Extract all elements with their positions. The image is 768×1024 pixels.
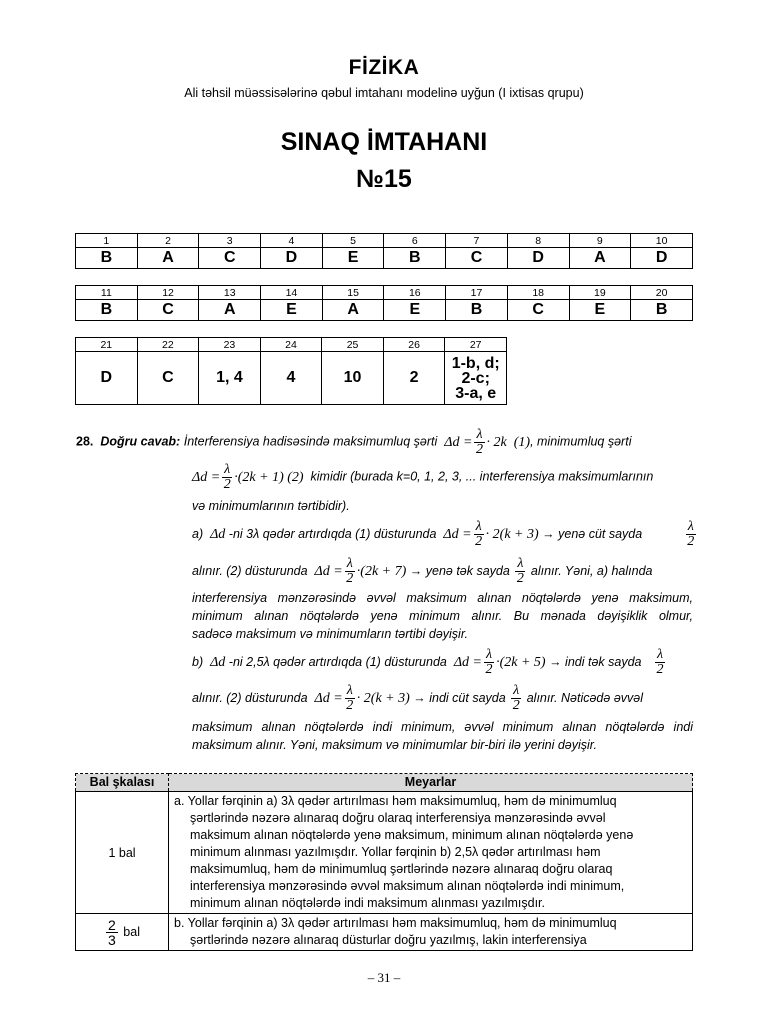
criteria-line: b. Yollar fərqinin a) 3λ qədər artırılması həm maksimumluq, həm də minimumluq [174,916,617,930]
answer-value: E [569,300,631,321]
question-number: 18 [507,286,569,300]
question-number: 12 [137,286,199,300]
answer-key-table-3 [75,337,507,405]
answer-value: 4 [260,352,322,405]
text-span: -ni 2,5λ qədər artırdıqda (1) düsturunda [228,654,447,669]
text-span: b) [192,654,204,669]
answer-value: C [446,248,508,269]
criteria-line: maksimumluq, həm də minimumluq şərtlərində nəzərə alınaraq doğru olaraq [190,862,613,876]
answer-lead: Doğru cavab: [100,434,181,449]
q28-line-3: və minimumlarının tərtibidir). [192,499,350,513]
fraction-numerator: 2 [108,916,116,933]
question-number: 3 [199,234,261,248]
text-span: a) [192,526,204,541]
formula: Δd = $\frac{\lambda}{2}$ · 2(k + 3) [314,683,410,714]
q28-line-b3: maksimum alınan nöqtələrdə indi minimum, əvvəl minimum alınan nöqtələrdə indi [192,720,693,734]
answer-value: A [137,248,199,269]
answer-value: A [322,300,384,321]
question-number: 7 [446,234,508,248]
answer-value: C [199,248,261,269]
subject-title: FİZİKA [348,56,420,79]
criteria-line: interferensiya mənzərəsində əvvəl maksimum alınan nöqtələrdə indi minimum, [190,879,625,893]
answer-value: B [384,248,446,269]
formula-min-condition: Δd = $\frac{\lambda}{2}$ ·(2k + 1) (2) [192,462,304,492]
table-row [76,792,693,914]
question-number: 19 [569,286,631,300]
q28-line-a: a) Δd -ni 3λ qədər artırdıqda (1) düsturunda Δd = $\frac{\lambda}{2}$ · 2(k + 3) → yenə cüt sayda $\frac{\lambda}{2}$ [192,519,695,550]
answer-value: D [76,352,138,405]
column-header: Bal şkalası [76,774,169,792]
answer-value: 2 [383,352,445,405]
q28-line-a5: sadəcə maksimum və minimumların tərtibi dəyişir. [192,627,469,641]
question-number: 24 [260,338,322,352]
answer-value: C [507,300,569,321]
question-number: 23 [199,338,261,352]
answer-value: A [199,300,261,321]
page-title: SINAQ İMTAHANI [280,128,488,156]
question-number: 11 [76,286,138,300]
page-number: – 31 – [367,970,401,985]
question-number: 16 [384,286,446,300]
formula: Δd = $\frac{\lambda}{2}$ ·(2k + 5) [453,647,546,678]
criteria-cell [169,792,693,914]
criteria-line: a. Yollar fərqinin a) 3λ qədər artırılması həm maksimumluq, həm də minimumluq [174,794,617,808]
question-number: 6 [384,234,446,248]
answer-value: D [507,248,569,269]
criteria-cell [169,914,693,951]
criteria-line: maksimum alınan nöqtələrdə yenə maksimum, minimum alınan nöqtələrdə yenə [190,828,634,842]
text-span: alınır. (2) düsturunda [192,690,308,705]
q27-line: 3-a, e [455,384,497,402]
criteria-line: minimum alınması yazılmışdır. Yollar fərqinin b) 2,5λ qədər artırılması həm [190,845,601,859]
question-number: 14 [261,286,323,300]
table-row [76,914,693,951]
text-span: → yenə tək sayda [409,563,510,578]
text-span: → indi tək sayda [549,654,642,669]
formula: Δd = $\frac{\lambda}{2}$ · 2(k + 3) [443,519,539,550]
question-number: 15 [322,286,384,300]
criteria-table [75,773,693,951]
text-span: → indi cüt sayda [413,690,506,705]
score-cell [76,914,169,951]
text-span: → yenə cüt sayda [542,526,643,541]
answer-value: 10 [322,352,384,405]
q28-line-b4: maksimum alınır. Yəni, maksimum və minimumlar bir-biri ilə yerini dəyişir. [192,738,597,752]
question-number: 20 [631,286,693,300]
answer-value: B [446,300,508,321]
answer-value: D [631,248,693,269]
question-number: 27 [445,338,507,352]
text-span: kimidir (burada k=0, 1, 2, 3, ... interferensiya maksimumlarının [310,469,654,484]
question-number: 1 [76,234,138,248]
text-span: alınır. Yəni, a) halında [530,563,653,578]
formula: Δd = $\frac{\lambda}{2}$ ·(2k + 7) [314,556,407,587]
score-fraction [106,918,118,947]
question-number: 25 [322,338,384,352]
text-span: -ni 3λ qədər artırdıqda (1) düsturunda [228,526,437,541]
score-unit: bal [123,924,140,939]
q28-line-a4: minimum alınan nöqtələrdə yenə minimum alınır. Bu mənada dəyişiklik olmur, [192,609,693,623]
answer-value: 1, 4 [199,352,261,405]
text-span: , minimumluq şərti [530,434,632,449]
answer-value-q27 [445,352,507,405]
question-number: 2 [137,234,199,248]
score-cell: 1 bal [76,792,169,914]
question-number: 21 [76,338,138,352]
q28-line-a2: alınır. (2) düsturunda Δd = $\frac{\lambda}{2}$ ·(2k + 7) → yenə tək sayda $\frac{\lambda}{2}$ alınır. Yəni, a) halında [192,556,653,587]
answer-value: E [384,300,446,321]
criteria-line: şərtlərində nəzərə alınaraq düsturlar doğru yazılmış, lakin interferensiya [190,933,587,947]
question-number: 4 [261,234,323,248]
q27-line: 1-b, d; [451,354,500,372]
text-span: alınır. Nəticədə əvvəl [526,690,643,705]
answer-value: B [76,300,138,321]
answer-key-table-1 [75,233,693,269]
question-number: 13 [199,286,261,300]
answer-value: A [569,248,631,269]
answer-value: B [631,300,693,321]
criteria-line: şərtlərində nəzərə alınaraq doğru olaraq interferensiya mənzərəsində əvvəl [190,811,606,825]
question-number: 17 [446,286,508,300]
q28-line-1 [76,428,631,457]
question-number: 5 [322,234,384,248]
question-number: 26 [383,338,445,352]
q28-line-b: b) Δd -ni 2,5λ qədər artırdıqda (1) düsturunda Δd = $\frac{\lambda}{2}$ ·(2k + 5) → indi tək sayda $\frac{\lambda}{2}$ [192,647,664,678]
text-span: İnterferensiya hadisəsində maksimumluq şərti [183,434,438,449]
answer-value: C [137,300,199,321]
answer-value: E [261,300,323,321]
question-number: 8 [507,234,569,248]
answer-value: B [76,248,138,269]
formula-max-condition: Δd = $\frac{\lambda}{2}$ · 2k (1) [444,427,531,457]
answer-key-table-2 [75,285,693,321]
question-number: 10 [631,234,693,248]
q28-line-a3: interferensiya mənzərəsində əvvəl maksimum alınan nöqtələrdə yenə maksimum, [192,591,693,605]
question-number: 9 [569,234,631,248]
column-header: Meyarlar [169,774,693,792]
question-label: 28. [76,434,94,449]
answer-value: C [137,352,199,405]
q27-line: 2-c; [461,369,490,387]
question-number: 22 [137,338,199,352]
exam-number: №15 [356,165,412,193]
answer-value: D [261,248,323,269]
q28-line-2 [192,463,653,492]
text-span: alınır. (2) düsturunda [192,563,308,578]
fraction-denominator: 3 [108,931,116,948]
answer-value: E [322,248,384,269]
exam-subtitle: Ali təhsil müəssisələrinə qəbul imtahanı modelinə uyğun (I ixtisas qrupu) [184,86,584,100]
q28-line-b2: alınır. (2) düsturunda Δd = $\frac{\lambda}{2}$ · 2(k + 3) → indi cüt sayda $\frac{\lambda}{2}$ alınır. Nəticədə əvvəl [192,683,643,714]
criteria-line: minimum alınan nöqtələrdə indi maksimum alınması yazılmışdır. [190,896,545,910]
